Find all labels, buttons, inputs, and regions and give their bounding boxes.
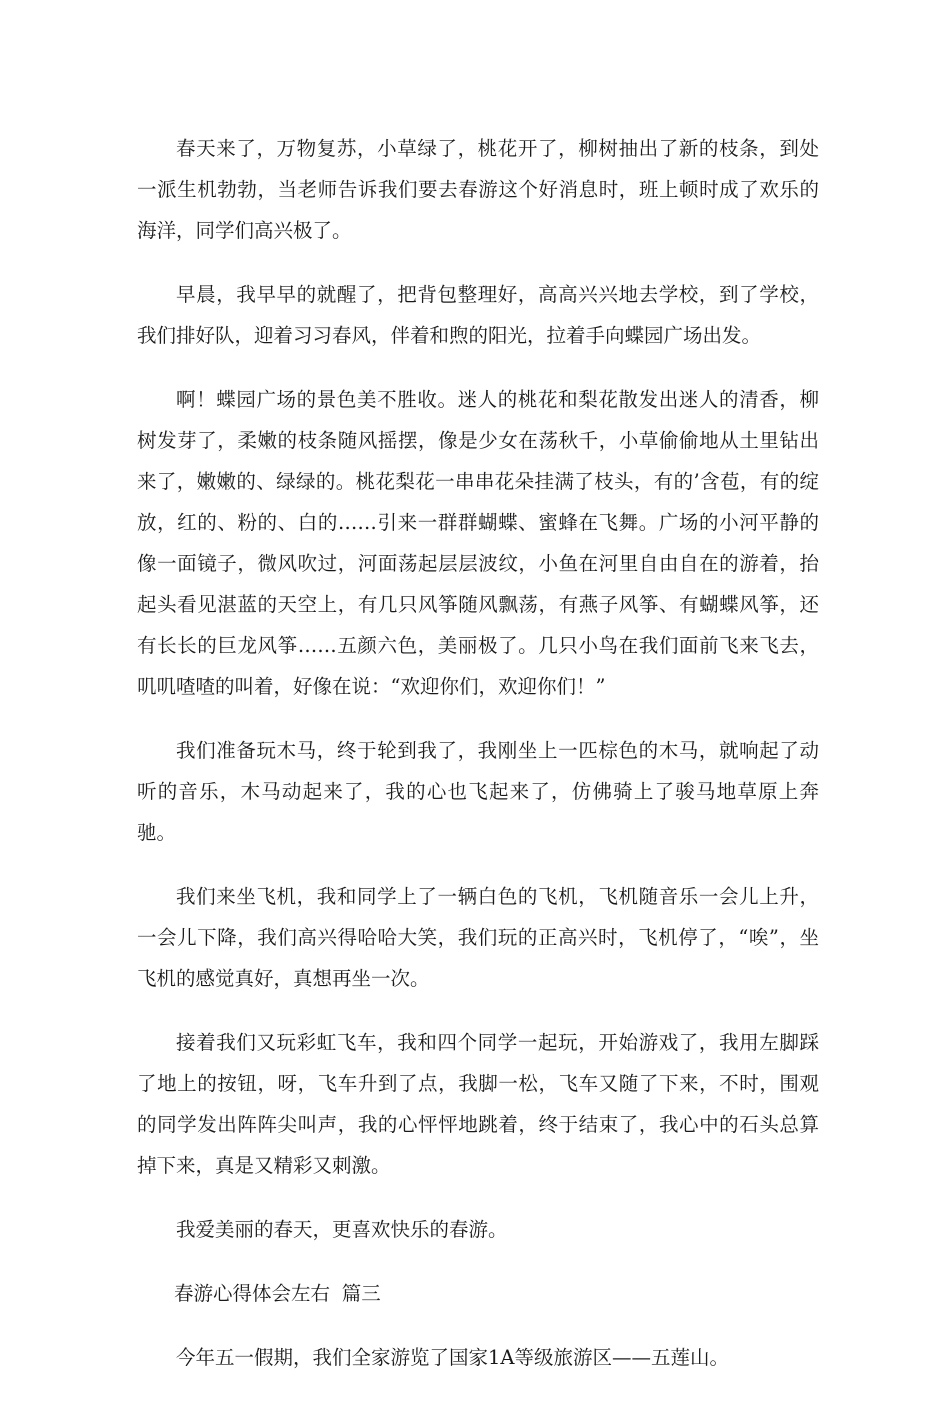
paragraph-spring-arrives: 春天来了，万物复苏，小草绿了，桃花开了，柳树抽出了新的枝条，到处一派生机勃勃，当老师告诉我们要去春游这个好消息时，班上顿时成了欢乐的海洋，同学们高兴极了。 [137,137,819,242]
section-heading-label: 篇三 [341,1282,381,1305]
paragraph-airplane-ride: 我们来坐飞机，我和同学上了一辆白色的飞机，飞机随音乐一会儿上升，一会儿下降，我们高兴得哈哈大笑，我们玩的正高兴时，飞机停了，“唉”，坐飞机的感觉真好，真想再坐一次。 [137,885,819,990]
section-heading-title: 春游心得体会左右 [174,1282,331,1305]
paragraph-morning-departure: 早晨，我早早的就醒了，把背包整理好，高高兴兴地去学校，到了学校，我们排好队，迎着习习春风，伴着和煦的阳光，拉着手向蝶园广场出发。 [137,283,819,347]
section-heading [137,1273,819,1314]
paragraph-butterfly-garden-scenery: 啊！蝶园广场的景色美不胜收。迷人的桃花和梨花散发出迷人的清香，柳树发芽了，柔嫩的枝条随风摇摆，像是少女在荡秋千，小草偷偷地从土里钻出来了，嫩嫩的、绿绿的。桃花梨花一串串花朵挂满了枝头，有的’含苞，有的绽放，红的、粉的、白的……引来一群群蝴蝶、蜜蜂在飞舞。广场的小河平静的像一面镜子，微风吹过，河面荡起层层波纹，小鱼在河里自由自在的游着，抬起头看见湛蓝的天空上，有几只风筝随风飘荡，有燕子风筝、有蝴蝶风筝，还有长长的巨龙风筝……五颜六色，美丽极了。几只小鸟在我们面前飞来飞去，叽叽喳喳的叫着，好像在说：“欢迎你们，欢迎你们！” [137,388,819,698]
document-page [137,128,819,1401]
paragraph-carousel: 我们准备玩木马，终于轮到我了，我刚坐上一匹棕色的木马，就响起了动听的音乐，木马动起来了，我的心也飞起来了，仿佛骑上了骏马地草原上奔驰。 [137,739,819,844]
paragraph-rainbow-ride: 接着我们又玩彩虹飞车，我和四个同学一起玩，开始游戏了，我用左脚踩了地上的按钮，呀，飞车升到了点，我脚一松，飞车又随了下来，不时，围观的同学发出阵阵尖叫声，我的心怦怦地跳着，终于结束了，我心中的石头总算掉下来，真是又精彩又刺激。 [137,1031,819,1177]
paragraph-conclusion: 我爱美丽的春天，更喜欢快乐的春游。 [176,1218,508,1241]
paragraph-wulian-mountain: 今年五一假期，我们全家游览了国家1A等级旅游区——五莲山。 [176,1346,729,1369]
